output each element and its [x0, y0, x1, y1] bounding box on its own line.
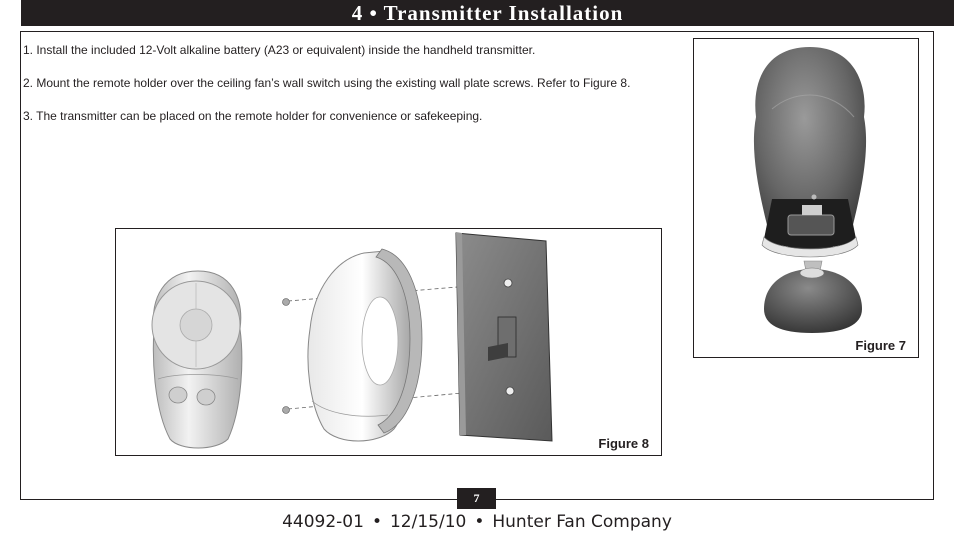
- figure-7: [693, 38, 919, 358]
- handheld-transmitter: [152, 271, 242, 448]
- doc-date: 12/15/10: [389, 512, 467, 532]
- instruction-steps: [23, 43, 683, 142]
- figure-8-label: Figure 8: [598, 436, 649, 451]
- battery-cover: [764, 269, 862, 333]
- step-3: 3. The transmitter can be placed on the remote holder for convenience or safekeeping.: [23, 109, 483, 123]
- footer-separator: •: [474, 512, 485, 532]
- remote-button-right: [197, 389, 215, 405]
- doc-number: 44092-01: [282, 512, 364, 532]
- section-title-bar: [21, 0, 954, 26]
- section-title: 4 • Transmitter Installation: [351, 1, 624, 25]
- remote-holder-mounting-illustration: [116, 229, 661, 455]
- transmitter-battery-illustration: [694, 39, 918, 357]
- remote-holder: [308, 249, 422, 441]
- battery: [788, 215, 834, 235]
- company-name: Hunter Fan Company: [492, 512, 672, 532]
- step-2: 2. Mount the remote holder over the ceiling fan’s wall switch using the existing wall plate screws. Refer to Figure 8.: [23, 76, 631, 90]
- page-footer: [0, 512, 954, 532]
- step-1: 1. Install the included 12-Volt alkaline battery (A23 or equivalent) inside the handheld transmitter.: [23, 43, 536, 57]
- figure-8: [115, 228, 662, 456]
- wall-plate: [456, 233, 552, 441]
- figure-7-label: Figure 7: [855, 338, 906, 353]
- footer-separator: •: [371, 512, 382, 532]
- remote-button-left: [169, 387, 187, 403]
- page-number: 7: [457, 488, 496, 509]
